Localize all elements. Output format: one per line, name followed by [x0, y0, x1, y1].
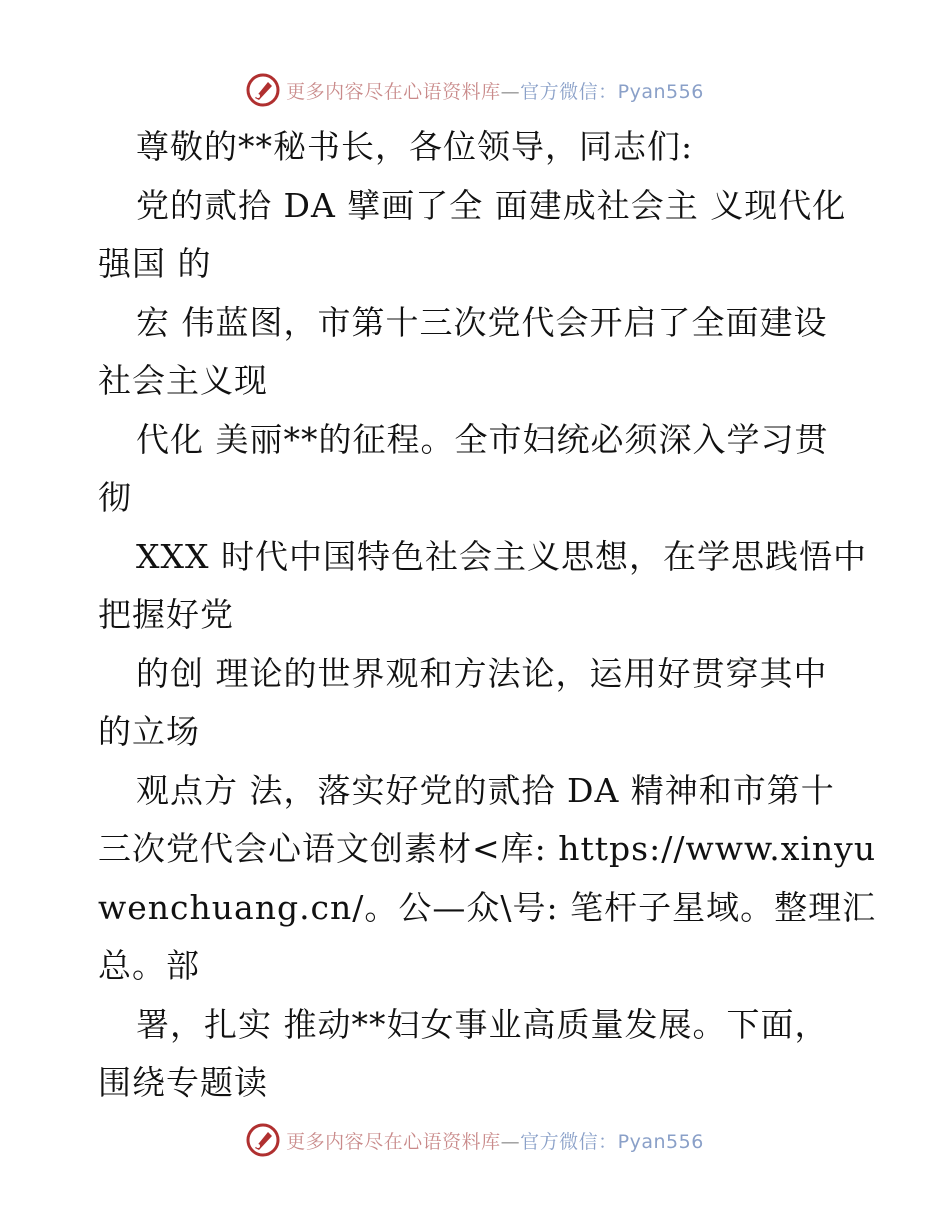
doc-line-11: 的立场	[98, 712, 200, 751]
doc-line-14: wenchuang.cn/。公—众\号: 笔杆子星域。整理汇	[98, 887, 877, 927]
doc-line-13: 三次党代会心语文创素材<库: https://www.xinyu	[98, 829, 877, 868]
header-banner-text	[286, 77, 704, 104]
doc-line-3: 强国 的	[98, 244, 212, 283]
doc-line-4: 宏 伟蓝图，市第十三次党代会开启了全面建设	[136, 302, 828, 342]
footer-banner-text	[286, 1127, 704, 1154]
doc-line-8: XXX 时代中国特色社会主义思想，在学思践悟中	[136, 536, 867, 576]
document-body	[98, 118, 877, 1113]
doc-line-15: 总。部	[98, 946, 200, 985]
footer-brand-text: 更多内容尽在心语资料库	[286, 1130, 501, 1153]
doc-line-17: 围绕专题读	[98, 1063, 268, 1102]
doc-line-16: 署，扎实 推动**妇女事业高质量发展。下面，	[136, 1004, 829, 1044]
doc-line-1: 尊敬的**秘书长，各位领导，同志们:	[136, 127, 694, 166]
doc-line-7: 彻	[98, 478, 132, 517]
footer-watermark-banner	[0, 1120, 950, 1160]
pen-nib-logo-icon	[246, 73, 280, 107]
header-contact-text: 官方微信：Pyan556	[520, 80, 704, 103]
doc-line-12: 观点方 法，落实好党的贰拾 DA 精神和市第十	[136, 770, 835, 810]
doc-line-10: 的创 理论的世界观和方法论，运用好贯穿其中	[136, 653, 828, 693]
doc-line-5: 社会主义现	[98, 361, 268, 400]
doc-line-6: 代化 美丽**的征程。全市妇统必须深入学习贯	[136, 419, 829, 459]
footer-contact-text: 官方微信：Pyan556	[520, 1130, 704, 1153]
header-watermark-banner	[0, 70, 950, 110]
header-brand-text: 更多内容尽在心语资料库	[286, 80, 501, 103]
pen-nib-logo-icon	[246, 1123, 280, 1157]
doc-line-9: 把握好党	[98, 595, 234, 634]
doc-line-2: 党的贰拾 DA 擘画了全 面建成社会主 义现代化	[136, 185, 847, 225]
header-separator: —	[500, 80, 521, 103]
footer-separator: —	[500, 1130, 521, 1153]
